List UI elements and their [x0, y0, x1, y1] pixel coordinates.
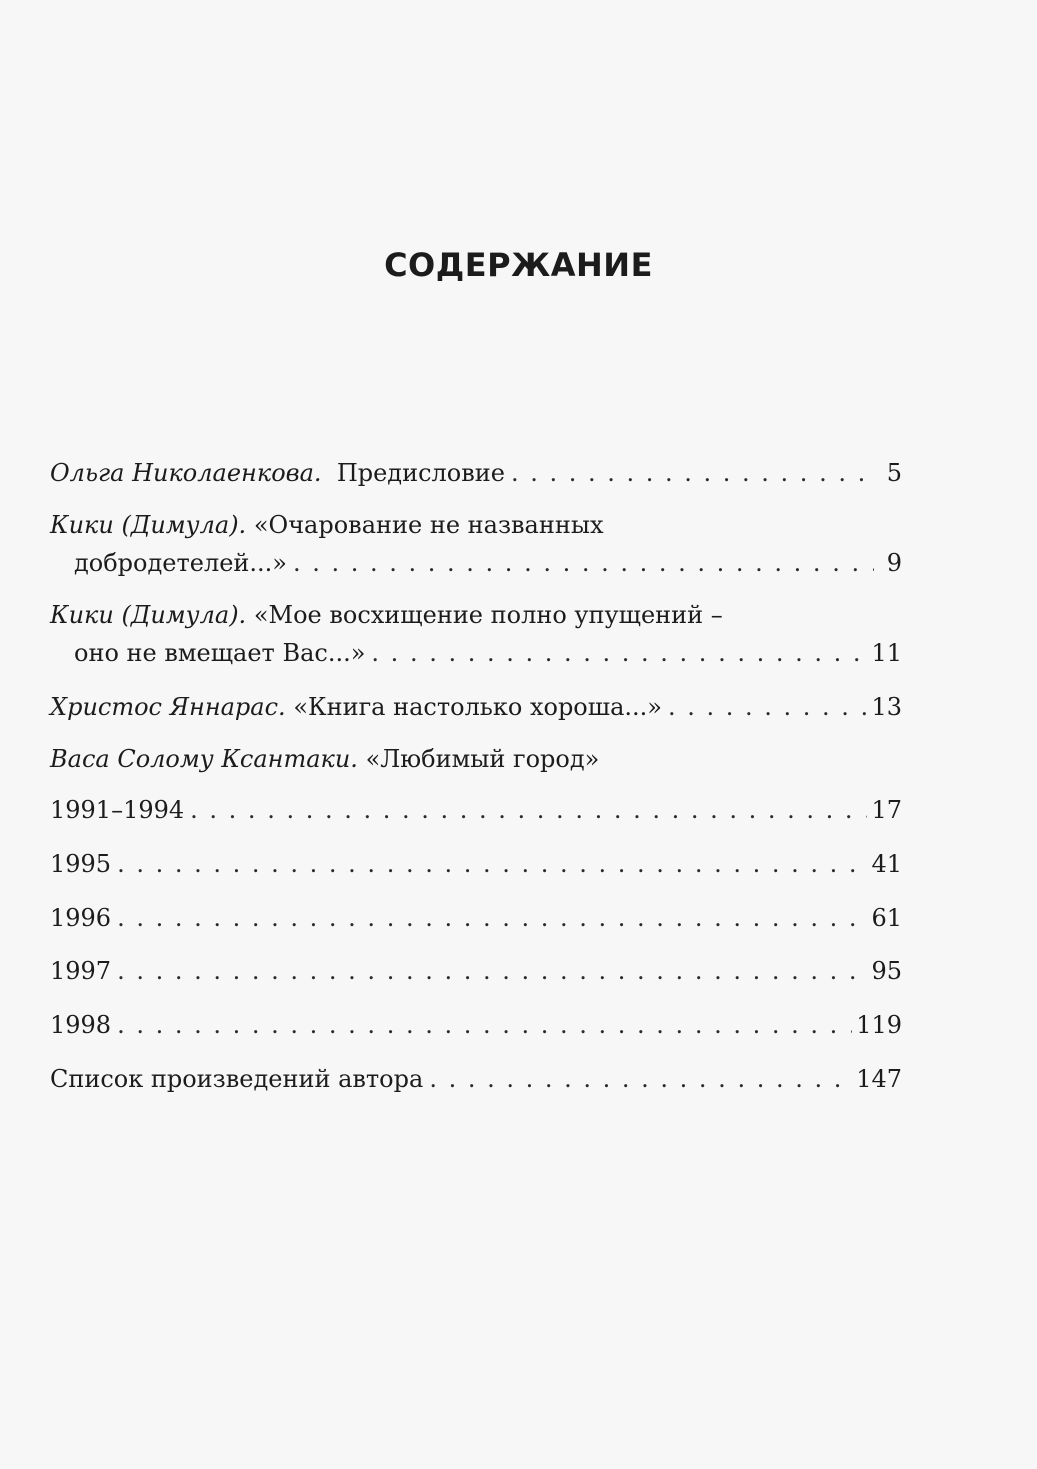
dot-leader	[511, 454, 874, 492]
dot-leader	[293, 544, 874, 582]
dot-leader	[429, 1060, 852, 1098]
entry-page-number: 61	[871, 904, 902, 932]
entry-title: 1996	[50, 904, 112, 932]
dot-leader	[371, 634, 867, 672]
entry-title: «Мое восхищение полно упущений –	[253, 601, 723, 629]
entry-title: 1991–1994	[50, 796, 185, 824]
entry-page-number: 147	[856, 1065, 902, 1093]
entry-page-number: 9	[886, 549, 902, 577]
toc-entry[interactable]	[50, 454, 902, 492]
toc-entry[interactable]	[50, 688, 902, 726]
entry-title: Предисловие	[336, 459, 505, 487]
entry-author: Ольга Николаенкова.	[50, 459, 322, 487]
entry-title: 1997	[50, 957, 112, 985]
toc-entry[interactable]	[50, 791, 902, 829]
entry-page-number: 17	[871, 796, 902, 824]
dot-leader	[117, 1006, 852, 1044]
entry-author: Кики (Димула).	[50, 511, 247, 539]
entry-page-number: 13	[871, 693, 902, 721]
entry-title: «Любимый город»	[365, 745, 600, 773]
toc-entry[interactable]	[50, 1006, 902, 1044]
entry-title: 1998	[50, 1011, 112, 1039]
toc-entry[interactable]	[50, 952, 902, 990]
dot-leader	[190, 791, 867, 829]
toc-entry[interactable]	[50, 1060, 902, 1098]
entry-author: Васа Солому Ксантаки.	[50, 745, 358, 773]
dot-leader	[117, 845, 867, 883]
entry-page-number: 41	[871, 850, 902, 878]
entry-page-number: 95	[871, 957, 902, 985]
entry-page-number: 119	[856, 1011, 902, 1039]
entry-page-number: 5	[886, 459, 902, 487]
entry-page-number: 11	[871, 639, 902, 667]
entry-author: Христос Яннарас.	[50, 693, 286, 721]
entry-title: Список произведений автора	[50, 1065, 424, 1093]
entry-author: Кики (Димула).	[50, 601, 247, 629]
dot-leader	[668, 688, 868, 726]
toc-entry[interactable]	[50, 899, 902, 937]
toc-entry[interactable]	[50, 506, 902, 582]
entry-title: «Книга настолько хороша...»	[293, 693, 662, 721]
page-title: СОДЕРЖАНИЕ	[384, 246, 653, 284]
dot-leader	[117, 952, 867, 990]
entry-title-continued: оно не вмещает Вас...»	[74, 639, 366, 667]
dot-leader	[117, 899, 867, 937]
toc-entry[interactable]	[50, 740, 902, 778]
entry-title: 1995	[50, 850, 112, 878]
entry-title-continued: добродетелей...»	[74, 549, 287, 577]
entry-title: «Очарование не названных	[253, 511, 604, 539]
toc-entry[interactable]	[50, 845, 902, 883]
toc-entry[interactable]	[50, 596, 902, 672]
